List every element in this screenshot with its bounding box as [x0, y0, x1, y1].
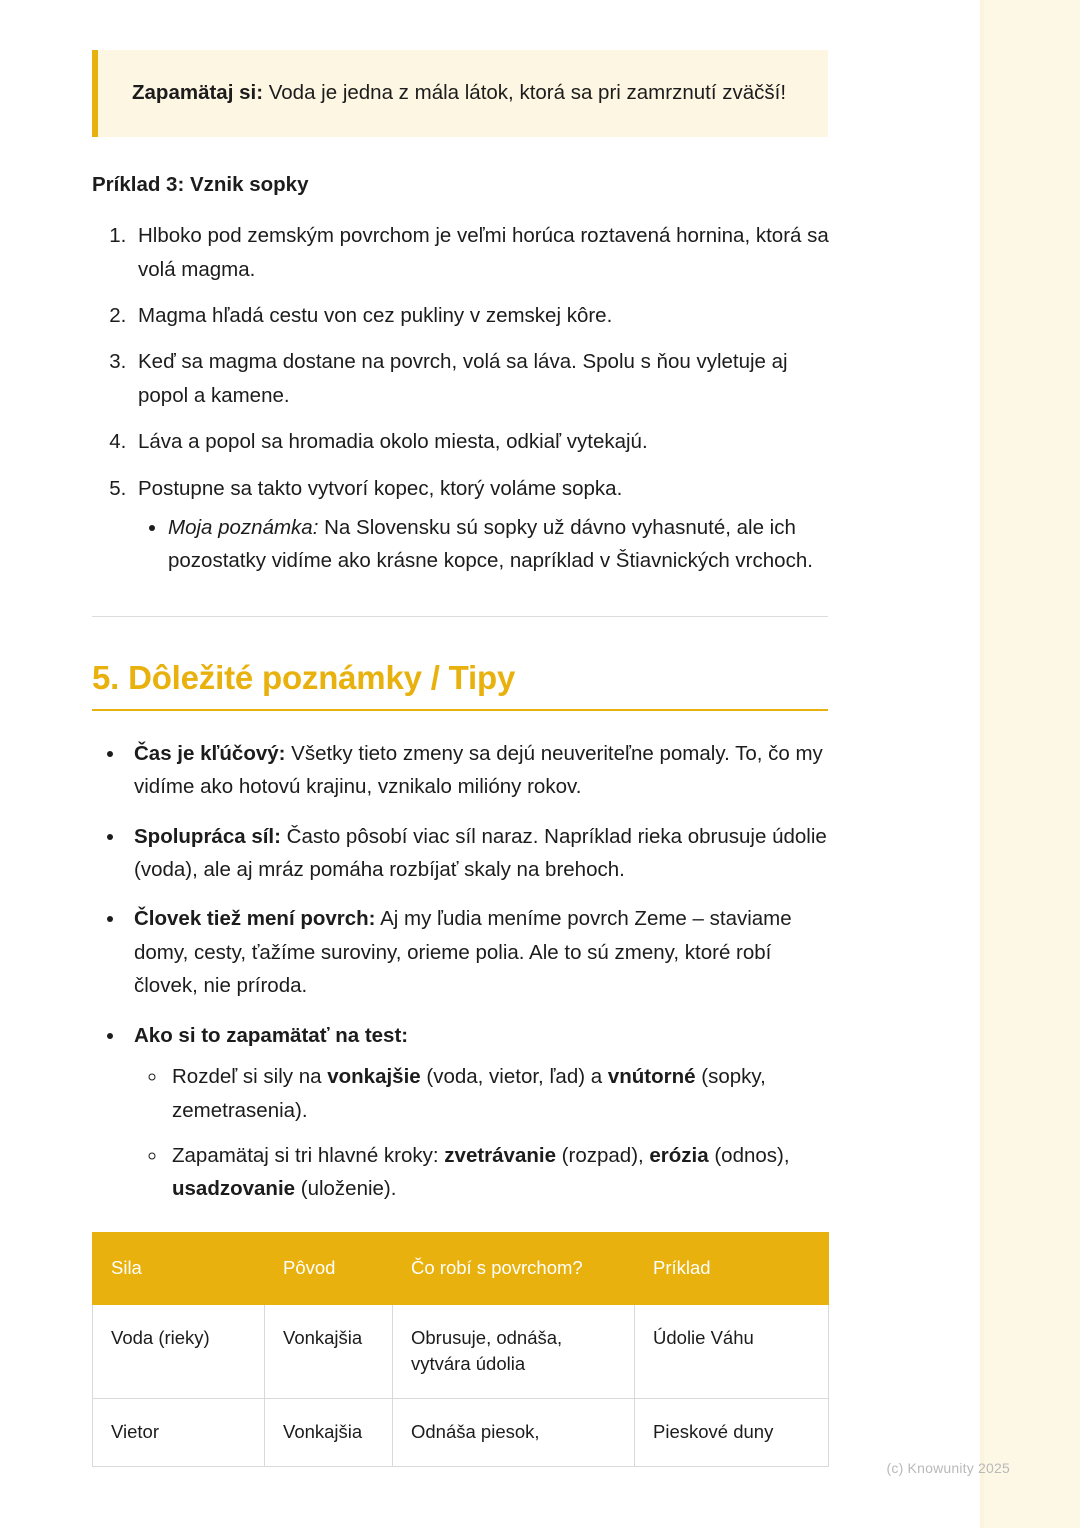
- table-cell: Údolie Váhu: [635, 1304, 829, 1399]
- note-label: Moja poznámka:: [168, 516, 319, 540]
- note-text: Na Slovensku sú sopky už dávno vyhasnuté, ale ich pozostatky vidíme ako krásne kopce, napríklad v Štiavnických vrchoch.: [168, 516, 813, 573]
- callout-text: [132, 76, 800, 109]
- table-row: [93, 1399, 829, 1467]
- tip-label: Spolupráca síl:: [134, 824, 281, 848]
- memo-sublist: [134, 1060, 832, 1206]
- tip-text: Aj my ľudia meníme povrch Zeme – staviame domy, cesty, ťažíme suroviny, orieme polia. Ale to sú zmeny, ktoré robí človek, nie príroda.: [134, 907, 792, 998]
- personal-note-list: [138, 511, 832, 578]
- table-cell: Vonkajšia: [265, 1304, 393, 1399]
- callout-label: Zapamätaj si:: [132, 81, 264, 104]
- example-steps-list: [92, 219, 832, 578]
- section-divider: [92, 616, 828, 617]
- memo-text-1: Zapamätaj si tri hlavné kroky:: [172, 1143, 445, 1167]
- memo-text-1: Rozdeľ si sily na: [172, 1065, 328, 1089]
- memo-text-2: (voda, vietor, ľad) a: [420, 1065, 608, 1089]
- list-item: [126, 1019, 832, 1206]
- memo-text-3: (sopky, zemetrasenia).: [172, 1065, 766, 1122]
- example-heading: Príklad 3: Vznik sopky: [92, 173, 309, 197]
- list-item: [168, 1139, 832, 1206]
- list-item: 2. Magma hľadá cestu von cez pukliny v zemskej kôre.: [132, 299, 832, 332]
- table-header-cell-priklad: Príklad: [635, 1232, 829, 1304]
- page-right-margin: [984, 0, 1080, 1528]
- list-item: [126, 820, 832, 887]
- table-header-cell-sila: Sila: [93, 1232, 265, 1304]
- memo-bold-1: vonkajšie: [327, 1065, 421, 1089]
- remember-callout: [92, 50, 828, 137]
- memo-bold-2: erózia: [649, 1143, 709, 1167]
- memo-bold-2: vnútorné: [607, 1065, 696, 1089]
- table-cell: Pieskové duny: [635, 1399, 829, 1467]
- table-body: [93, 1304, 829, 1466]
- tips-list: [92, 737, 832, 1206]
- table-header: [93, 1232, 829, 1304]
- table-header-cell-co-robi: Čo robí s povrchom?: [393, 1232, 635, 1304]
- document-content: [92, 0, 832, 1467]
- list-item: [132, 472, 832, 578]
- table-cell: Vonkajšia: [265, 1399, 393, 1467]
- table-header-cell-povod: Pôvod: [265, 1232, 393, 1304]
- list-item: 1. Hlboko pod zemským povrchom je veľmi horúca roztavená hornina, ktorá sa volá magma.: [132, 219, 832, 286]
- memo-bold-3: usadzovanie: [172, 1177, 296, 1201]
- memo-bold-1: zvetrávanie: [444, 1143, 556, 1167]
- forces-table: [92, 1232, 829, 1467]
- list-item: 3. Keď sa magma dostane na povrch, volá sa láva. Spolu s ňou vyletuje aj popol a kamene.: [132, 345, 832, 412]
- table-header-row: [93, 1232, 829, 1304]
- memo-text-3: (odnos),: [708, 1143, 790, 1167]
- list-item: [168, 1060, 832, 1127]
- list-item-text: Postupne sa takto vytvorí kopec, ktorý voláme sopka.: [138, 476, 623, 500]
- callout-body: Voda je jedna z mála látok, ktorá sa pri zamrznutí zväčší!: [263, 81, 787, 104]
- list-item: [168, 511, 832, 578]
- page-title: 5. Dôležité poznámky / Tipy: [92, 658, 516, 696]
- section-title-underline: [92, 709, 828, 711]
- tip-text: Často pôsobí viac síl naraz. Napríklad rieka obrusuje údolie (voda), ale aj mráz pomáha rozbíjať skaly na brehoch.: [134, 824, 827, 882]
- table-cell: Odnáša piesok,: [393, 1399, 635, 1467]
- memo-label: Ako si to zapamätať na test:: [134, 1023, 409, 1047]
- tip-label: Človek tiež mení povrch:: [134, 907, 376, 931]
- table-cell: Voda (rieky): [93, 1304, 265, 1399]
- table-cell: Obrusuje, odnáša, vytvára údolia: [393, 1304, 635, 1399]
- list-item: [126, 902, 832, 1002]
- table-cell: Vietor: [93, 1399, 265, 1467]
- table-row: [93, 1304, 829, 1399]
- list-item: [126, 737, 832, 804]
- memo-text-2: (rozpad),: [555, 1143, 650, 1167]
- watermark: (c) Knowunity 2025: [886, 1460, 1010, 1476]
- memo-text-4: (uloženie).: [295, 1177, 397, 1201]
- list-item: 4. Láva a popol sa hromadia okolo miesta, odkiaľ vytekajú.: [132, 425, 832, 458]
- tip-label: Čas je kľúčový:: [134, 741, 286, 765]
- tip-text: Všetky tieto zmeny sa dejú neuveriteľne pomaly. To, čo my vidíme ako hotovú krajinu, vznikalo milióny rokov.: [134, 741, 823, 799]
